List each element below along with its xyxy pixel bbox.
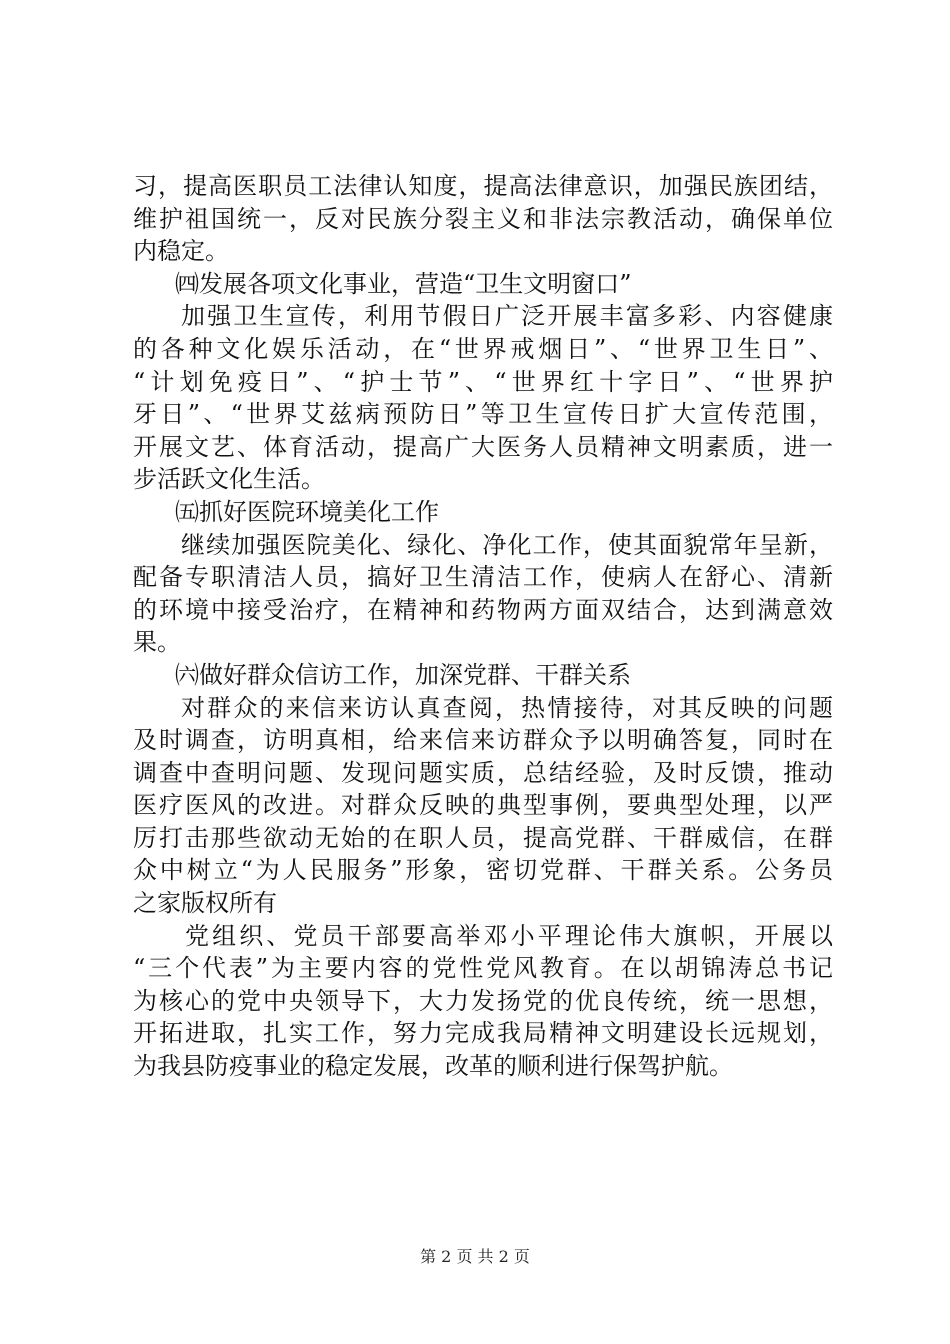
text-line: 维护祖国统一，反对民族分裂主义和非法宗教活动，确保单位 bbox=[133, 204, 833, 233]
text-line: 牙日”、“世界艾兹病预防日”等卫生宣传日扩大宣传范围， bbox=[133, 400, 833, 429]
document-body bbox=[133, 170, 833, 1083]
text-line: 内稳定。 bbox=[133, 237, 229, 266]
text-line: 对群众的来信来访认真查阅，热情接待，对其反映的问题 bbox=[181, 693, 833, 722]
text-line: ㈥做好群众信访工作，加深党群、干群关系 bbox=[175, 660, 631, 689]
text-line: 步活跃文化生活。 bbox=[133, 465, 325, 494]
text-line: 厉打击那些欲动无始的在职人员，提高党群、干群威信，在群 bbox=[133, 823, 833, 852]
text-line: 的环境中接受治疗，在精神和药物两方面双结合，达到满意效 bbox=[133, 595, 833, 624]
text-line: 继续加强医院美化、绿化、净化工作，使其面貌常年呈新， bbox=[181, 530, 833, 559]
page-footer: 第 2 页 共 2 页 bbox=[420, 1247, 530, 1266]
text-line: 众中树立“为人民服务”形象，密切党群、干群关系。公务员 bbox=[133, 856, 833, 885]
text-line: 调查中查明问题、发现问题实质，总结经验，及时反馈，推动 bbox=[133, 758, 833, 787]
text-line: 为我县防疫事业的稳定发展，改革的顺利进行保驾护航。 bbox=[133, 1052, 733, 1081]
text-line: 及时调查，访明真相，给来信来访群众予以明确答复，同时在 bbox=[133, 726, 833, 755]
text-line: 为核心的党中央领导下，大力发扬党的优良传统，统一思想， bbox=[133, 986, 833, 1015]
text-line: 医疗医风的改进。对群众反映的典型事例，要典型处理，以严 bbox=[133, 791, 833, 820]
text-line: 党组织、党员干部要高举邓小平理论伟大旗帜，开展以 bbox=[185, 921, 833, 950]
text-line: 配备专职清洁人员，搞好卫生清洁工作，使病人在舒心、清新 bbox=[133, 563, 833, 592]
text-line: 之家版权所有 bbox=[133, 889, 277, 918]
text-line: 的各种文化娱乐活动，在“世界戒烟日”、“世界卫生日”、 bbox=[133, 334, 833, 363]
text-line: 开展文艺、体育活动，提高广大医务人员精神文明素质，进一 bbox=[133, 432, 833, 461]
text-line: 习，提高医职员工法律认知度，提高法律意识，加强民族团结， bbox=[133, 172, 833, 200]
text-line: “计划免疫日”、“护士节”、“世界红十字日”、“世界护 bbox=[133, 367, 833, 396]
text-line: ㈤抓好医院环境美化工作 bbox=[175, 497, 439, 526]
text-line: 果。 bbox=[133, 628, 181, 657]
text-line: “三个代表”为主要内容的党性党风教育。在以胡锦涛总书记 bbox=[133, 954, 833, 983]
text-line: ㈣发展各项文化事业，营造“卫生文明窗口” bbox=[175, 269, 632, 298]
text-line: 开拓进取，扎实工作，努力完成我局精神文明建设长远规划， bbox=[133, 1019, 833, 1048]
text-line: 加强卫生宣传，利用节假日广泛开展丰富多彩、内容健康 bbox=[181, 302, 833, 331]
